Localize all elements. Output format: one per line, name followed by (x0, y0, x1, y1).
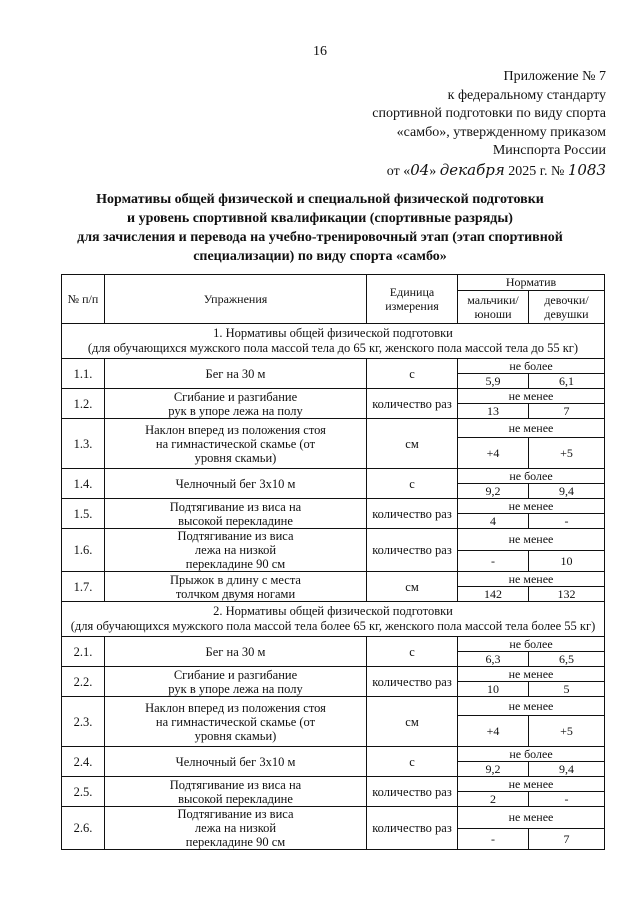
title-line: специализации) по виду спорта «самбо» (193, 249, 447, 264)
value-girls: 9,4 (529, 762, 605, 777)
appendix-line: к федеральному стандарту (447, 87, 606, 103)
unit: количество раз (367, 667, 458, 697)
section-header-row (62, 602, 605, 637)
row-number: 2.6. (62, 807, 105, 850)
unit: количество раз (367, 529, 458, 572)
value-girls: 132 (529, 587, 605, 602)
title-line: Нормативы общей физической и специальной физической подготовки (96, 192, 544, 207)
appendix-line: Приложение № 7 (503, 69, 606, 84)
header-norm: Норматив (458, 275, 605, 291)
exercise-name: Подтягивание из виса на высокой перекладине (105, 777, 367, 807)
row-number: 2.4. (62, 747, 105, 777)
value-boys: 5,9 (458, 374, 529, 389)
norm-type: не менее (458, 572, 605, 587)
exercise-name: Подтягивание из виса лежа на низкой перекладине 90 см (105, 807, 367, 850)
exercise-name: Бег на 30 м (105, 637, 367, 667)
title-line: для зачисления и перевода на учебно-тренировочный этап (этап спортивной (77, 230, 563, 245)
unit: с (367, 359, 458, 389)
row-number: 1.5. (62, 499, 105, 529)
date-sep: » (429, 163, 437, 179)
value-boys: - (458, 550, 529, 572)
section-header (62, 324, 605, 359)
year-part: 2025 г. № (508, 163, 565, 179)
header-boys: мальчики/ юноши (458, 290, 529, 323)
norm-type: не менее (458, 529, 605, 551)
section-subtitle: (для обучающихся мужского пола массой тела более 65 кг, женского пола массой тела более 55 кг) (70, 619, 596, 633)
table-row (62, 359, 605, 374)
value-girls: - (529, 514, 605, 529)
unit: см (367, 419, 458, 469)
exercise-name: Сгибание и разгибание рук в упоре лежа на полу (105, 667, 367, 697)
appendix-header (330, 68, 606, 181)
unit: количество раз (367, 777, 458, 807)
value-boys: 9,2 (458, 762, 529, 777)
table-row (62, 499, 605, 514)
row-number: 1.7. (62, 572, 105, 602)
norm-type: не менее (458, 667, 605, 682)
value-boys: 13 (458, 404, 529, 419)
table-row (62, 697, 605, 716)
exercise-name: Челночный бег 3х10 м (105, 747, 367, 777)
norms-table (61, 274, 605, 850)
norm-type: не более (458, 747, 605, 762)
exercise-name: Подтягивание из виса на высокой перекладине (105, 499, 367, 529)
value-girls: +5 (529, 716, 605, 747)
order-date-line (330, 161, 606, 182)
section-header-row (62, 324, 605, 359)
exercise-name: Челночный бег 3х10 м (105, 469, 367, 499)
exercise-name: Подтягивание из виса лежа на низкой перекладине 90 см (105, 529, 367, 572)
norm-type: не более (458, 469, 605, 484)
norm-type: не менее (458, 807, 605, 829)
value-girls: 6,1 (529, 374, 605, 389)
appendix-line: спортивной подготовки по виду спорта (372, 106, 606, 121)
value-boys: 4 (458, 514, 529, 529)
section-header (62, 602, 605, 637)
row-number: 1.3. (62, 419, 105, 469)
norm-type: не менее (458, 777, 605, 792)
table-row (62, 572, 605, 587)
header-row (62, 275, 605, 291)
value-girls: 7 (529, 828, 605, 850)
value-boys: 10 (458, 682, 529, 697)
norm-type: не менее (458, 419, 605, 438)
unit: количество раз (367, 807, 458, 850)
unit: с (367, 637, 458, 667)
exercise-name: Наклон вперед из положения стоя на гимнастической скамье (от уровня скамьи) (105, 419, 367, 469)
handwritten-day: 04 (410, 160, 430, 179)
row-number: 2.2. (62, 667, 105, 697)
appendix-line: Минспорта России (492, 143, 606, 158)
section-title: 1. Нормативы общей физической подготовки (213, 326, 453, 340)
header-num: № п/п (62, 275, 105, 324)
value-girls: - (529, 792, 605, 807)
row-number: 2.5. (62, 777, 105, 807)
table-row (62, 747, 605, 762)
table-row (62, 419, 605, 438)
row-number: 1.2. (62, 389, 105, 419)
value-boys: +4 (458, 438, 529, 469)
value-boys: 142 (458, 587, 529, 602)
page-number: 16 (313, 44, 327, 59)
row-number: 1.1. (62, 359, 105, 389)
header-girls: девочки/ девушки (529, 290, 605, 323)
table-row (62, 389, 605, 404)
appendix-line: «самбо», утвержденному приказом (396, 124, 606, 140)
document-title (36, 190, 604, 266)
header-unit: Единица измерения (367, 275, 458, 324)
row-number: 2.1. (62, 637, 105, 667)
norm-type: не более (458, 359, 605, 374)
table-row (62, 807, 605, 829)
unit: см (367, 572, 458, 602)
norm-type: не более (458, 637, 605, 652)
row-number: 2.3. (62, 697, 105, 747)
value-boys: +4 (458, 716, 529, 747)
row-number: 1.6. (62, 529, 105, 572)
section-title: 2. Нормативы общей физической подготовки (213, 604, 453, 618)
unit: с (367, 469, 458, 499)
unit: с (367, 747, 458, 777)
value-girls: +5 (529, 438, 605, 469)
handwritten-order-number: 1083 (567, 160, 606, 179)
table-row (62, 667, 605, 682)
norm-type: не менее (458, 389, 605, 404)
unit: см (367, 697, 458, 747)
value-boys: 2 (458, 792, 529, 807)
unit: количество раз (367, 389, 458, 419)
title-line: и уровень спортивной квалификации (спортивные разряды) (127, 211, 513, 226)
value-girls: 10 (529, 550, 605, 572)
handwritten-month: декабря (439, 160, 505, 179)
table-row (62, 529, 605, 551)
date-prefix: от « (386, 163, 411, 179)
value-boys: 6,3 (458, 652, 529, 667)
value-girls: 5 (529, 682, 605, 697)
exercise-name: Сгибание и разгибание рук в упоре лежа на полу (105, 389, 367, 419)
value-boys: 9,2 (458, 484, 529, 499)
table-row (62, 637, 605, 652)
table-row (62, 469, 605, 484)
norm-type: не менее (458, 499, 605, 514)
exercise-name: Прыжок в длину с места толчком двумя ногами (105, 572, 367, 602)
unit: количество раз (367, 499, 458, 529)
header-exercise: Упражнения (105, 275, 367, 324)
value-girls: 7 (529, 404, 605, 419)
value-girls: 6,5 (529, 652, 605, 667)
table-row (62, 777, 605, 792)
exercise-name: Бег на 30 м (105, 359, 367, 389)
exercise-name: Наклон вперед из положения стоя на гимнастической скамье (от уровня скамьи) (105, 697, 367, 747)
value-boys: - (458, 828, 529, 850)
section-subtitle: (для обучающихся мужского пола массой тела до 65 кг, женского пола массой тела до 55 кг) (87, 341, 579, 355)
row-number: 1.4. (62, 469, 105, 499)
norm-type: не менее (458, 697, 605, 716)
value-girls: 9,4 (529, 484, 605, 499)
